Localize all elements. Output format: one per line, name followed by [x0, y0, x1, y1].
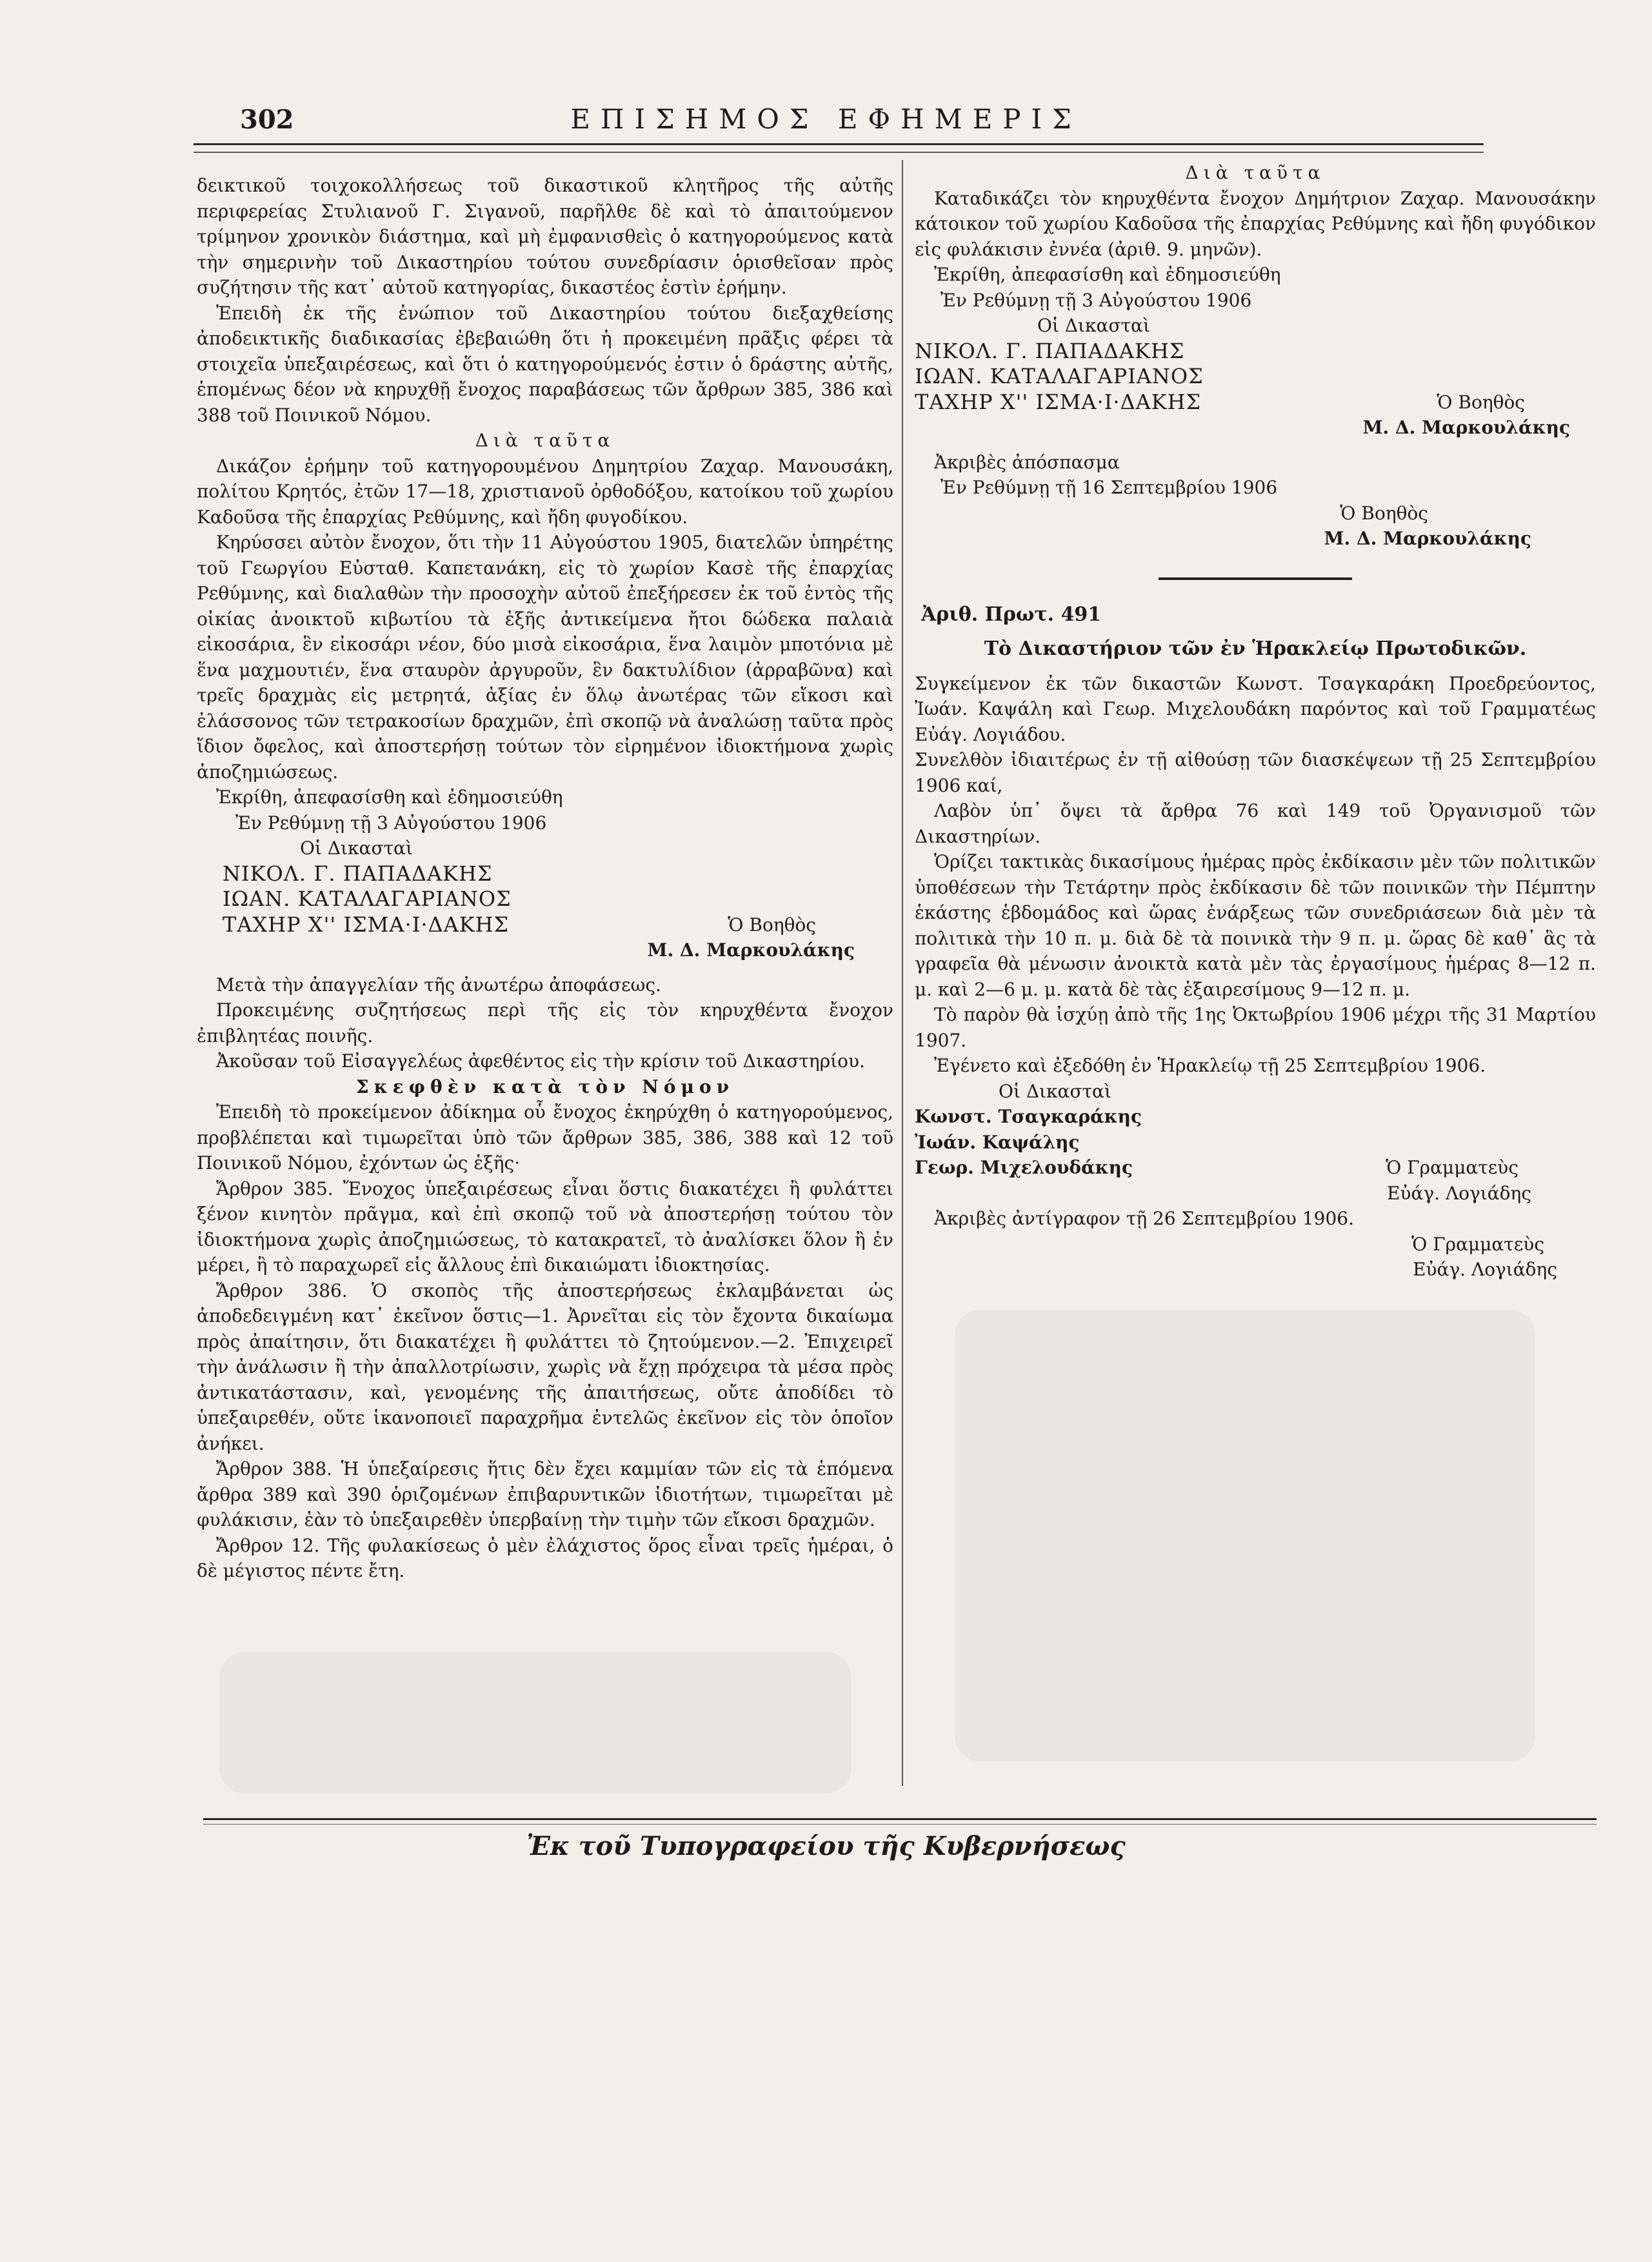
judges-label: Οἱ Δικασταὶ: [999, 1080, 1111, 1102]
paragraph: Ἐκρίθη, ἀπεφασίσθη καὶ ἐδημοσιεύθη: [934, 264, 1281, 285]
page-number: 302: [240, 105, 294, 135]
paragraph: Προκειμένης συζητήσεως περὶ τῆς εἰς τὸν κηρυχθέντα ἔνοχον ἐπιβλητέας ποινῆς.: [197, 999, 893, 1046]
paragraph: Ἐπειδὴ τὸ προκείμενον ἀδίκημα οὗ ἔνοχος ἐκηρύχθη ὁ κατηγορούμενος, προβλέπεται καὶ τιμωρεῖται ὑπὸ τῶν ἄρθρων 385, 386, 388 καὶ 12 τοῦ Ποινικοῦ Νόμου, ἐχόντων ὡς ἑξῆς·: [197, 1101, 893, 1174]
section-heading: Σκεφθὲν κατὰ τὸν Νόμον: [355, 1076, 735, 1097]
paragraph: Κηρύσσει αὐτὸν ἔνοχον, ὅτι τὴν 11 Αὐγούστου 1905, διατελῶν ὑπηρέτης τοῦ Γεωργίου Εὐσταθ. Καπετανάκη, εἰς τὸ χωρίον Κασὲ τῆς ἐπαρχίας Ρεθύμνης, καὶ διαλαθὼν τὴν προσοχὴν αὐτοῦ ἐπεξήρεσεν ἐκ τοῦ ἐντὸς τῆς οἰκίας ἀνοικτοῦ κιβωτίου τὰ ἑξῆς ἀντικείμενα ἤτοι δώδεκα παλαιὰ εἰκοσάρια, ἓν εἰκοσάρι νέον, δύο μισὰ εἰκοσάρια, ἕνα λαιμὸν μποτόνια μὲ ἕνα μαχμουτιέν, ἕνα σταυρὸν ἀργυροῦν, ἓν δακτυλίδιον (ἀρραβῶνα) καὶ τρεῖς δραχμὰς εἰς μετρητά, ἀξίας ἐν ὅλῳ ἀνωτέρας τῶν εἴκοσι καὶ ἐλάσσονος τῶν τετρακοσίων δραχμῶν, ἐπὶ σκοπῷ νὰ ἀναλώσῃ ταῦτα πρὸς ἴδιον ὄφελος, καὶ ἀποστερήσῃ τούτων τὸν εἰρημένον ἰδιοκτήμονα χωρὶς ἀποζημιώσεως.: [197, 532, 893, 783]
header-rule: [194, 143, 1484, 153]
paper-stain: [219, 1652, 851, 1794]
secretary-name: Εὐάγ. Λογιάδης: [1387, 1182, 1531, 1204]
article-paragraph: Ἄρθρον 12. Τῆς φυλακίσεως ὁ μὲν ἐλάχιστος ὅρος εἶναι τρεῖς ἡμέραι, ὁ δὲ μέγιστος πέντε ἔτη.: [197, 1534, 893, 1581]
paragraph: δεικτικοῦ τοιχοκολλήσεως τοῦ δικαστικοῦ κλητῆρος τῆς αὐτῆς περιφερείας Στυλιανοῦ Γ. Σιγανοῦ, παρῆλθε δὲ καὶ τὸ ἀπαιτούμενον τρίμηνον χρονικὸν διάστημα, καὶ μὴ ἐμφανισθεὶς ὁ κατηγορούμενος κατὰ τὴν σημερινὴν τοῦ Δικαστηρίου τούτου συνεδρίασιν ὁρισθεῖσαν πρὸς συζήτησιν τῆς κατ᾿ αὐτοῦ κατηγορίας, δικαστέος ἐστὶν ἐρήμην.: [197, 175, 893, 298]
judges-label: Οἱ Δικασταὶ: [300, 837, 413, 859]
judge-name: ΝΙΚΟΛ. Γ. ΠΑΠΑΔΑΚΗΣ: [915, 338, 1185, 363]
left-column: [197, 173, 893, 1584]
article-paragraph: Ἄρθρον 386. Ὁ σκοπὸς τῆς ἀποστερήσεως ἐκλαμβάνεται ὡς ἀποδεδειγμένη κατ᾿ ἐκεῖνον ὅστις—1. Ἀρνεῖται εἰς τὸν ἔχοντα δικαίωμα πρὸς ἀπαίτησιν, ὅτι διακατέχει ἢ φυλάττει τὸ ζητούμενον.—2. Ἐπιχειρεῖ τὴν ἀνάλωσιν ἢ τὴν ἀπαλλοτρίωσιν, χωρὶς νὰ ἔχῃ πρόχειρα τὰ μέσα πρὸς ἀντικατάστασιν, καὶ, γενομένης τῆς ἀπαιτήσεως, οὔτε ἀποδίδει τὸ ὑπεξαιρεθέν, οὔτε ἱκανοποιεῖ παραχρῆμα ἐντελῶς ἐκεῖνον εἰς τὸν ὁποῖον ἀνήκει.: [197, 1279, 893, 1454]
paragraph: Συγκείμενον ἐκ τῶν δικαστῶν Κωνστ. Τσαγκαράκη Προεδρεύοντος, Ἰωάν. Καψάλη καὶ Γεωρ. Μιχελουδάκη παρόντος καὶ τοῦ Γραμματέως Εὐάγ. Λογιάδου.: [915, 672, 1596, 745]
secretary-label: Ὁ Γραμματεὺς: [1411, 1233, 1544, 1255]
secretary-name: Εὐάγ. Λογιάδης: [1413, 1259, 1557, 1280]
paragraph: Καταδικάζει τὸν κηρυχθέντα ἔνοχον Δημήτριον Ζαχαρ. Μανουσάκην κάτοικον τοῦ χωρίου Καδοῦσα τῆς ἐπαρχίας Ρεθύμνης καὶ ἤδη φυγόδικον εἰς φυλάκισιν ἐννέα (ἀριθ. 9. μηνῶν).: [915, 187, 1596, 260]
paragraph: Λαβὸν ὑπ᾿ ὄψει τὰ ἄρθρα 76 καὶ 149 τοῦ Ὀργανισμοῦ τῶν Δικαστηρίων.: [915, 800, 1596, 847]
footer-rule: [203, 1818, 1597, 1825]
column-divider: [902, 160, 903, 1786]
assistant-label: Ὁ Βοηθὸς: [728, 914, 816, 936]
article-paragraph: Ἄρθρον 385. Ἔνοχος ὑπεξαιρέσεως εἶναι ὅστις διακατέχει ἢ φυλάττει ξένον κινητὸν πρᾶγμα, καὶ ἐπὶ σκοπῷ τοῦ νὰ ἀποστερήσῃ τούτου τὸν ἰδιοκτήμονα χωρὶς ἀποζημιώσεως, τὸ κατακρατεῖ, τὸ ἀναλίσκει ὅλον ἢ ἐν μέρει, ἢ τὸ παραχωρεῖ εἰς ἄλλους ἐπὶ δικαιώματι ἰδιοκτησίας.: [197, 1177, 893, 1276]
date-line: Ἐν Ρεθύμνῃ τῇ 3 Αὐγούστου 1906: [235, 812, 547, 834]
assistant-label: Ὁ Βοηθὸς: [1340, 502, 1428, 524]
date-line: Ἐν Ρεθύμνῃ τῇ 3 Αὐγούστου 1906: [940, 289, 1252, 311]
judge-name: ΤΑΧΗΡ Χ'' ΙΣΜΑ·Ι·ΔΑΚΗΣ: [223, 912, 510, 937]
paragraph: Ἐγένετο καὶ ἐξεδόθη ἐν Ἡρακλείῳ τῇ 25 Σεπτεμβρίου 1906.: [934, 1055, 1486, 1076]
paragraph: Ἐκρίθη, ἀπεφασίσθη καὶ ἐδημοσιεύθη: [216, 786, 563, 808]
assistant-name: Μ. Δ. Μαρκουλάκης: [647, 939, 855, 961]
assistant-name: Μ. Δ. Μαρκουλάκης: [1362, 417, 1570, 438]
assistant-name: Μ. Δ. Μαρκουλάκης: [1324, 528, 1531, 549]
secretary-label: Ὁ Γραμματεὺς: [1386, 1157, 1518, 1178]
paper-stain: [955, 1310, 1535, 1761]
paragraph: Μετὰ τὴν ἀπαγγελίαν τῆς ἀνωτέρω ἀποφάσεως.: [216, 974, 661, 996]
judge-name: Ἰωάν. Καψάλης: [915, 1131, 1080, 1153]
assistant-label: Ὁ Βοηθὸς: [1437, 391, 1525, 413]
court-title: Τὸ Δικαστήριον τῶν ἐν Ἡρακλείῳ Πρωτοδικῶν.: [984, 637, 1527, 660]
judge-name: ΤΑΧΗΡ Χ'' ΙΣΜΑ·Ι·ΔΑΚΗΣ: [915, 389, 1202, 414]
protocol-number: Ἀριθ. Πρωτ. 491: [921, 603, 1102, 626]
judge-name: Κωνστ. Τσαγκαράκης: [915, 1106, 1142, 1127]
judges-label: Οἱ Δικασταὶ: [1037, 315, 1150, 336]
copy-line: Ἀκριβὲς ἀντίγραφον τῇ 26 Σεπτεμβρίου 1906.: [934, 1208, 1354, 1229]
paragraph: Ἀκοῦσαν τοῦ Εἰσαγγελέως ἀφεθέντος εἰς τὴν κρίσιν τοῦ Δικαστηρίου.: [216, 1050, 865, 1072]
paragraph: Τὸ παρὸν θὰ ἰσχύῃ ἀπὸ τῆς 1ης Ὀκτωβρίου 1906 μέχρι τῆς 31 Μαρτίου 1907.: [915, 1004, 1596, 1051]
section-heading: Διὰ ταῦτα: [475, 430, 615, 451]
right-column: [915, 160, 1596, 1283]
judge-name: ΙΩΑΝ. ΚΑΤΑΛΑΓΑΡΙΑΝΟΣ: [915, 364, 1204, 388]
extract-label: Ἀκριβὲς ἀπόσπασμα: [934, 451, 1120, 473]
article-paragraph: Ἄρθρον 388. Ἡ ὑπεξαίρεσις ἥτις δὲν ἔχει καμμίαν τῶν εἰς τὰ ἑπόμενα ἄρθρα 389 καὶ 390 ὁριζομένων ἐπιβαρυντικῶν ἰδιοτήτων, τιμωρεῖται μὲ φυλάκισιν, ἐὰν τὸ ὑπεξαιρεθὲν ὑπερβαίνῃ τὴν τιμὴν τῶν εἴκοσι δραχμῶν.: [197, 1458, 893, 1530]
date-line: Ἐν Ρεθύμνῃ τῇ 16 Σεπτεμβρίου 1906: [940, 477, 1278, 498]
printer-imprint: Ἐκ τοῦ Τυπογραφείου τῆς Κυβερνήσεως: [526, 1831, 1126, 1861]
section-divider: [1159, 577, 1352, 580]
judge-name: ΝΙΚΟΛ. Γ. ΠΑΠΑΔΑΚΗΣ: [223, 861, 493, 886]
running-title: ΕΠΙΣΗΜΟΣ ΕΦΗΜΕΡΙΣ: [570, 103, 1082, 135]
section-heading: Διὰ ταῦτα: [1185, 162, 1326, 183]
judge-name: Γεωρ. Μιχελουδάκης: [915, 1157, 1133, 1178]
paragraph: Συνελθὸν ἰδιαιτέρως ἐν τῇ αἰθούσῃ τῶν διασκέψεων τῇ 25 Σεπτεμβρίου 1906 καί,: [915, 749, 1596, 796]
paragraph: Ἐπειδὴ ἐκ τῆς ἐνώπιον τοῦ Δικαστηρίου τούτου διεξαχθείσης ἀποδεικτικῆς διαδικασίας ἐβεβαιώθη ὅτι ἡ προκειμένη πρᾶξις φέρει τὰ στοιχεῖα ὑπεξαιρέσεως, καὶ ὅτι ὁ κατηγορούμενός ἐστιν ὁ δράστης αὐτῆς, ἑπομένως δέον νὰ κηρυχθῇ ἔνοχος παραβάσεως τῶν ἄρθρων 385, 386 καὶ 388 τοῦ Ποινικοῦ Νόμου.: [197, 302, 893, 426]
judge-name: ΙΩΑΝ. ΚΑΤΑΛΑΓΑΡΙΑΝΟΣ: [223, 886, 512, 911]
paragraph: Ὁρίζει τακτικὰς δικασίμους ἡμέρας πρὸς ἐκδίκασιν μὲν τῶν πολιτικῶν ὑποθέσεων τὴν Τετάρτην πρὸς ἐκδίκασιν δὲ τῶν ποινικῶν τὴν Πέμπτην ἑκάστης ἑβδομάδος καὶ ὥρας ἐνάρξεως τῶν συνεδριάσεων διὰ μὲν τὰ πολιτικὰ τὴν 10 π. μ. διὰ δὲ τὰ ποινικὰ τὴν 9 π. μ. ὥρας δὲ καθ᾿ ἃς τὰ γραφεῖα θὰ μένωσιν ἀνοικτὰ κατὰ μὲν τὰς ἐργασίμους ἡμέρας 8—12 π. μ. καὶ 2—6 μ. μ. κατὰ δὲ τὰς ἑξαιρεσίμους 9—12 π. μ.: [915, 851, 1596, 1000]
paragraph: Δικάζον ἐρήμην τοῦ κατηγορουμένου Δημητρίου Ζαχαρ. Μανουσάκη, πολίτου Κρητός, ἐτῶν 17—18, χριστιανοῦ ὀρθοδόξου, κατοίκου τοῦ χωρίου Καδοῦσα τῆς ἐπαρχίας Ρεθύμνης, καὶ ἤδη φυγοδίκου.: [197, 455, 893, 528]
